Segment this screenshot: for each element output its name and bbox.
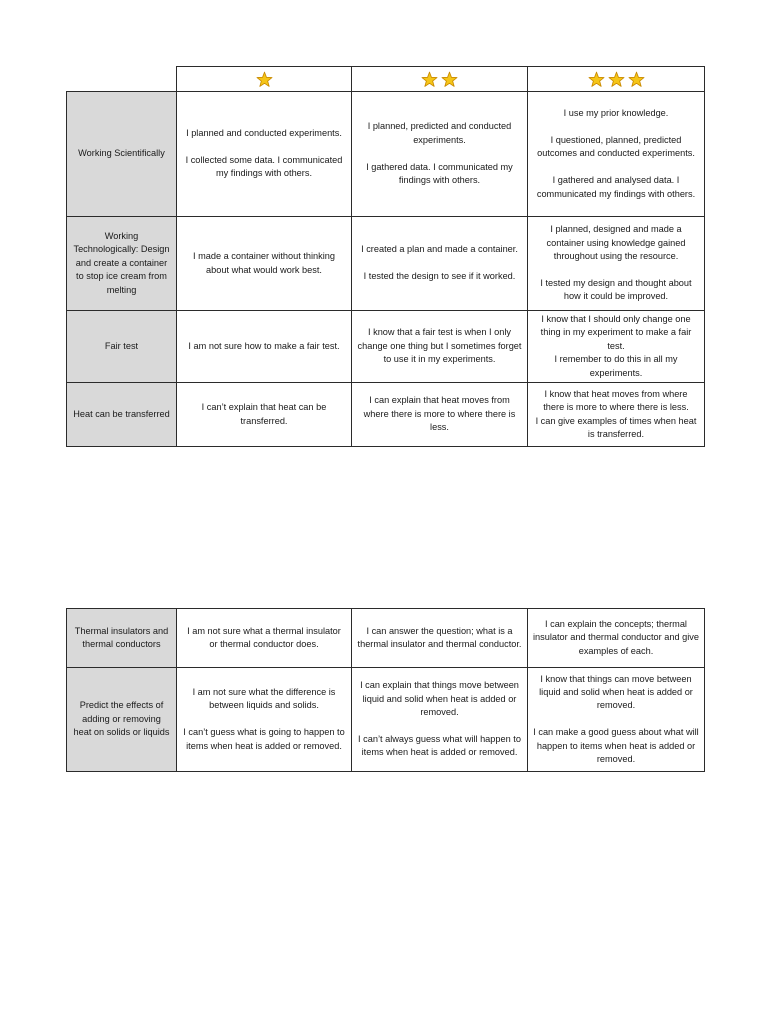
header-row [67,67,705,92]
one-star-cell [177,217,352,311]
three-star-cell [528,609,705,668]
cell-text: I use my prior knowledge. [563,108,669,119]
cell-text: I can’t always guess what will happen to items when heat is added or removed. [358,733,521,758]
rubric-table-2 [66,608,705,772]
three-star-cell [528,383,705,447]
table-row [67,668,705,772]
cell-text: I can explain that heat moves from where there is more to where there is less. [363,395,516,433]
cell-text: I tested the design to see if it worked. [363,271,516,282]
criterion-cell: Working Technologically: Design and create a container to stop ice cream from melting [67,217,177,311]
cell-text: I am not sure how to make a fair test. [188,340,340,351]
criterion-cell: Thermal insulators and thermal conductors [67,609,177,668]
rubric-table-1 [66,66,705,447]
cell-text: I planned, designed and made a container using knowledge gained throughout using the resource. [546,224,686,262]
two-star-cell [352,311,528,383]
table-row [67,92,705,217]
cell-text: I can make a good guess about what will happen to items when heat is added or removed. [533,727,699,764]
header-two-star [352,67,528,92]
star-icon [421,71,438,88]
two-star-cell [352,383,528,447]
criterion-cell: Predict the effects of adding or removing heat on solids or liquids [67,668,177,772]
cell-text: I know that a fair test is when I only change one thing but I sometimes forget to use it in my experiments. [357,327,522,365]
table-row [67,311,705,383]
cell-text: I tested my design and thought about how it could be improved. [540,277,692,302]
criterion-cell: Fair test [67,311,177,383]
two-star-cell [352,609,528,668]
star-icon [628,71,645,88]
two-star-cell [352,217,528,311]
criterion-cell: Working Scientifically [67,92,177,217]
cell-text: I can answer the question; what is a thermal insulator and thermal conductor. [357,625,522,649]
cell-text: I created a plan and made a container. [361,244,518,255]
one-star-cell [177,311,352,383]
two-star-cell [352,668,528,772]
cell-text: I am not sure what a thermal insulator or thermal conductor does. [187,625,341,649]
header-corner [67,67,177,92]
cell-text: I am not sure what the difference is between liquids and solids. [192,686,336,711]
three-star-cell [528,92,705,217]
three-star-rating [533,69,699,89]
table-row [67,217,705,311]
two-star-cell [352,92,528,217]
one-star-cell [177,92,352,217]
two-star-rating [357,69,522,89]
cell-text: I made a container without thinking about what would work best. [193,251,335,275]
one-star-rating [182,69,346,89]
one-star-cell [177,609,352,668]
cell-text: I can explain the concepts; thermal insulator and thermal conductor and give examples of each. [533,618,699,656]
star-icon [441,71,458,88]
criterion-cell: Heat can be transferred [67,383,177,447]
cell-text: I can explain that things move between liquid and solid when heat is added or removed. [360,680,519,718]
header-one-star [177,67,352,92]
star-icon [256,71,273,88]
header-three-star [528,67,705,92]
cell-text: I collected some data. I communicated my findings with others. [185,154,343,179]
three-star-cell [528,668,705,772]
star-icon [588,71,605,88]
three-star-cell [528,217,705,311]
three-star-cell [528,311,705,383]
cell-text: I can’t explain that heat can be transferred. [201,402,327,426]
cell-text: I know that I should only change one thing in my experiment to make a fair test. I remember to do this in all my experiments. [540,314,692,378]
cell-text: I know that things can move between liquid and solid when heat is added or removed. [539,673,693,711]
one-star-cell [177,668,352,772]
cell-text: I questioned, planned, predicted outcomes and conducted experiments. [537,134,695,159]
cell-text: I can’t guess what is going to happen to items when heat is added or removed. [183,727,345,751]
one-star-cell [177,383,352,447]
cell-text: I gathered and analysed data. I communicated my findings with others. [536,175,696,199]
star-icon [608,71,625,88]
cell-text: I planned and conducted experiments. [186,128,342,139]
table-row [67,383,705,447]
cell-text: I gathered data. I communicated my findings with others. [366,161,513,186]
cell-text: I planned, predicted and conducted experiments. [367,121,512,145]
table-row [67,609,705,668]
cell-text: I know that heat moves from where there is more to where there is less. I can give examples of times when heat is transferred. [535,388,697,439]
